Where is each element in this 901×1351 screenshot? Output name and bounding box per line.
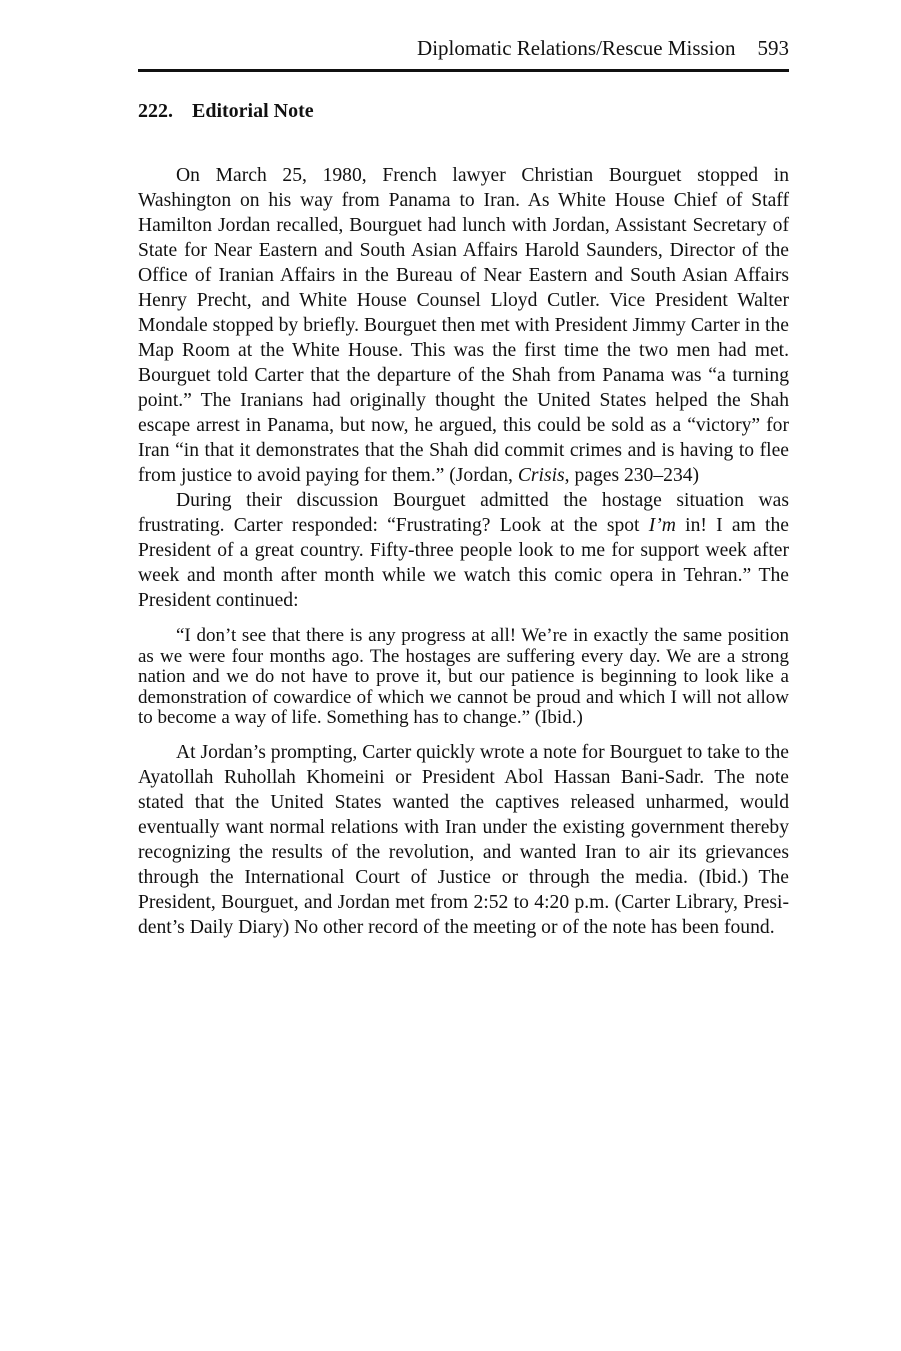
paragraph-1-text: On March 25, 1980, French lawyer Christian Bourguet stopped in Washington on his way from Panama to Iran. As White House Chief of Staff Hamilton Jordan recalled, Bourguet had lunch with Jordan, Assistant Secretary of State for Near Eastern and South Asian Affairs Harold Saunders, Director of the Office of Iranian Affairs in the Bureau of Near Eastern and South Asian Affairs Henry Precht, and White House Counsel Lloyd Cutler. Vice President Walter Mondale stopped by briefly. Bourguet then met with President Jimmy Carter in the Map Room at the White House. This was the first time the two men had met. Bourguet told Carter that the departure of the Shah from Panama was “a turning point.” The Iranians had originally thought the United States helped the Shah escape arrest in Panama, but now, he argued, this could be sold as a “victory” for Iran “in that it demonstrates that the Shah did commit crimes and is having to flee from justice to avoid paying for them.” (Jordan, — [138, 165, 789, 486]
header-rule — [138, 69, 789, 72]
document-number: 222. — [138, 100, 173, 122]
paragraph-2-text: During their discussion Bourguet admitted the hostage situation was frustrating. Carter responded: “Frustrating? Look at the spot — [138, 490, 789, 536]
paragraph-1-italic: Crisis — [517, 465, 565, 486]
paragraph-2 — [138, 488, 789, 613]
paragraph-1-text-end: , pages 230–234) — [564, 465, 700, 486]
document-body — [138, 163, 789, 940]
paragraph-2-text-end: in! I am the President of a great country. Fifty-three people look to me for support week after week and month after month while we watch this comic opera in Tehran.” The President continued: — [138, 515, 789, 611]
document-title: Editorial Note — [192, 100, 314, 122]
running-head — [138, 36, 789, 68]
page-number: 593 — [757, 36, 789, 60]
block-quote: “I don’t see that there is any progress at all! We’re in exactly the same position as we were four months ago. The hostages are suffering every day. We are a strong nation and we do not have to prove it, but our patience is beginning to look like a demonstration of cowardice of which we cannot be proud and which I will not allow to become a way of life. Something has to change.” (Ibid.) — [138, 625, 789, 729]
paragraph-1 — [138, 163, 789, 488]
document-heading — [138, 100, 314, 123]
paragraph-3: At Jordan’s prompting, Carter quickly wrote a note for Bourguet to take to the Ayatollah Ruhollah Khomeini or President Abol Hassan Bani-Sadr. The note stated that the United States wanted the captives released unharmed, would eventually want normal relations with Iran under the existing government thereby recognizing the results of the revolution, and wanted Iran to air its grievances through the International Court of Justice or through the media. (Ibid.) The President, Bourguet, and Jordan met from 2:52 to 4:20 p.m. (Carter Library, President’s Daily Diary) No other record of the meeting or of the note has been found. — [138, 741, 789, 938]
running-title: Diplomatic Relations/Rescue Mission — [417, 36, 736, 60]
paragraph-2-italic: I’m — [648, 515, 676, 536]
